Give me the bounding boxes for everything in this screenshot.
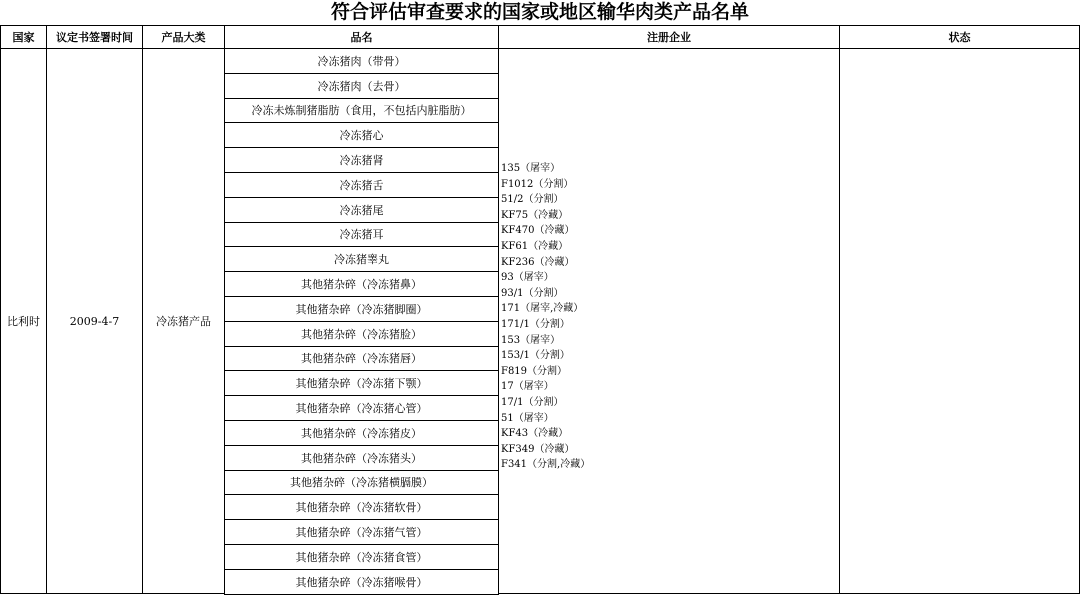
enterprise-lines bbox=[501, 161, 590, 473]
product-row: 冷冻猪舌 bbox=[224, 172, 499, 198]
product-row: 其他猪杂碎（冷冻猪皮） bbox=[224, 420, 499, 446]
enterprise-item: 17/1（分割） bbox=[501, 396, 564, 408]
category-cell: 冷冻猪产品 bbox=[142, 48, 225, 594]
enterprise-item: 51/2（分割） bbox=[501, 194, 564, 206]
header-registered-enterprises: 注册企业 bbox=[498, 25, 840, 49]
enterprise-item: KF236（冷藏） bbox=[501, 256, 575, 268]
product-row: 冷冻猪心 bbox=[224, 122, 499, 148]
enterprise-item: F1012（分割） bbox=[501, 178, 574, 190]
product-row: 其他猪杂碎（冷冻猪气管） bbox=[224, 519, 499, 545]
enterprise-item: KF349（冷藏） bbox=[501, 443, 575, 455]
enterprise-item: 153（屠宰） bbox=[501, 334, 561, 346]
product-row: 冷冻猪肾 bbox=[224, 147, 499, 173]
header-country: 国家 bbox=[0, 25, 47, 49]
header-product-name: 品名 bbox=[224, 25, 499, 49]
enterprise-item: 51（屠宰） bbox=[501, 412, 554, 424]
enterprise-item: 135（屠宰） bbox=[501, 163, 561, 174]
product-row: 冷冻猪耳 bbox=[224, 222, 499, 248]
enterprise-item: F341（分割,冷藏） bbox=[501, 459, 591, 471]
enterprise-item: 171/1（分割） bbox=[501, 318, 570, 330]
product-row: 冷冻未炼制猪脂肪（食用，不包括内脏脂肪） bbox=[224, 98, 499, 124]
product-row: 其他猪杂碎（冷冻猪食管） bbox=[224, 544, 499, 570]
agreement-date-cell: 2009-4-7 bbox=[46, 48, 143, 594]
enterprise-item: 93（屠宰） bbox=[501, 272, 554, 284]
product-row: 其他猪杂碎（冷冻猪唇） bbox=[224, 346, 499, 372]
product-row: 其他猪杂碎（冷冻猪下颚） bbox=[224, 370, 499, 396]
product-row: 其他猪杂碎（冷冻猪喉骨） bbox=[224, 569, 499, 595]
product-row: 冷冻猪睾丸 bbox=[224, 246, 499, 272]
status-cell bbox=[839, 48, 1080, 594]
product-row: 其他猪杂碎（冷冻猪心管） bbox=[224, 395, 499, 421]
enterprise-item: F819（分割） bbox=[501, 365, 568, 377]
product-row: 其他猪杂碎（冷冻猪头） bbox=[224, 445, 499, 471]
enterprise-item: 17（屠宰） bbox=[501, 381, 554, 393]
header-category: 产品大类 bbox=[142, 25, 225, 49]
header-status: 状态 bbox=[839, 25, 1080, 49]
country-cell: 比利时 bbox=[0, 48, 47, 594]
enterprise-item: KF75（冷藏） bbox=[501, 209, 569, 221]
product-row: 冷冻猪肉（去骨） bbox=[224, 73, 499, 99]
enterprise-item: 171（屠宰,冷藏） bbox=[501, 303, 584, 315]
enterprise-item: KF43（冷藏） bbox=[501, 428, 569, 440]
product-row: 其他猪杂碎（冷冻猪脚圈） bbox=[224, 296, 499, 322]
product-row: 冷冻猪尾 bbox=[224, 197, 499, 223]
product-row: 其他猪杂碎（冷冻猪软骨） bbox=[224, 494, 499, 520]
enterprise-list bbox=[498, 48, 840, 594]
document-title: 符合评估审查要求的国家或地区输华肉类产品名单 bbox=[330, 1, 749, 23]
enterprise-item: 93/1（分割） bbox=[501, 287, 564, 299]
header-agreement-date: 议定书签署时间 bbox=[46, 25, 143, 49]
product-row: 其他猪杂碎（冷冻猪横膈膜） bbox=[224, 470, 499, 496]
enterprise-item: KF470（冷藏） bbox=[501, 225, 575, 237]
product-row: 其他猪杂碎（冷冻猪鼻） bbox=[224, 271, 499, 297]
enterprise-item: 153/1（分割） bbox=[501, 350, 570, 362]
product-table bbox=[0, 25, 1080, 594]
product-row: 其他猪杂碎（冷冻猪脸） bbox=[224, 321, 499, 347]
enterprise-item: KF61（冷藏） bbox=[501, 240, 569, 252]
product-row: 冷冻猪肉（带骨） bbox=[224, 48, 499, 74]
